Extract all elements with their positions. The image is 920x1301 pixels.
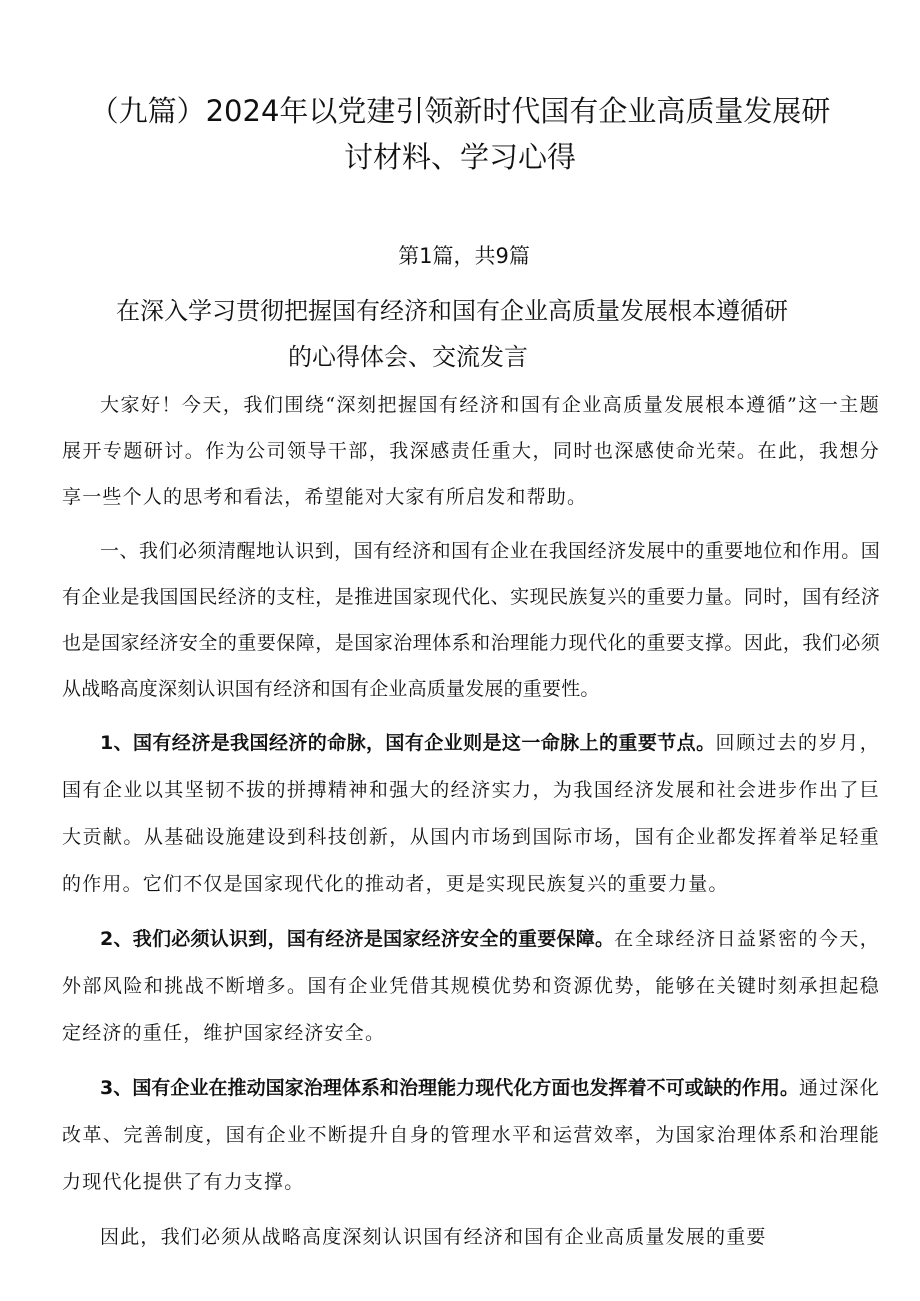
- point-2-text: 在全球经济日益紧密的今天，外部风险和挑战不断增多。国有企业凭借其规模优势和资源优势，能够在关键时刻承担起稳定经济的重任，维护国家经济安全。: [62, 928, 880, 1044]
- point-3-text: 通过深化改革、完善制度，国有企业不断提升自身的管理水平和运营效率，为国家治理体系和治理能力现代化提供了有力支撑。: [62, 1077, 880, 1193]
- paragraph-section-one: 一、我们必须清醒地认识到，国有经济和国有企业在我国经济发展中的重要地位和作用。国有企业是我国国民经济的支柱，是推进国家现代化、实现民族复兴的重要力量。同时，国有经济也是国家经济安全的重要保障，是国家治理体系和治理能力现代化的重要支撑。因此，我们必须从战略高度深刻认识国有经济和国有企业高质量发展的重要性。: [62, 540, 880, 700]
- section-label: 第1篇，共9篇: [398, 244, 530, 268]
- point-2-lead: 2、我们必须认识到，国有经济是国家经济安全的重要保障。: [100, 928, 615, 950]
- article-body: [62, 382, 880, 1268]
- article-title-line-2: 的心得体会、交流发言: [288, 343, 528, 371]
- point-3-lead: 3、国有企业在推动国家治理体系和治理能力现代化方面也发挥着不可或缺的作用。: [100, 1077, 800, 1099]
- article-title: [116, 288, 856, 380]
- paragraph-point-2: [62, 916, 880, 1057]
- document-title: （九篇）2024年以党建引领新时代国有企业高质量发展研讨材料、学习心得: [89, 94, 831, 174]
- paragraph-point-3: [62, 1065, 880, 1206]
- paragraph-greeting: 大家好！今天，我们围绕“深刻把握国有经济和国有企业高质量发展根本遵循”这一主题展开专题研讨。作为公司领导干部，我深感责任重大，同时也深感使命光荣。在此，我想分享一些个人的思考和看法，希望能对大家有所启发和帮助。: [62, 394, 880, 508]
- point-1-lead: 1、国有经济是我国经济的命脉，国有企业则是这一命脉上的重要节点。: [100, 732, 716, 754]
- paragraph-conclusion: 因此，我们必须从战略高度深刻认识国有经济和国有企业高质量发展的重要: [100, 1226, 767, 1248]
- article-title-line-1: 在深入学习贯彻把握国有经济和国有企业高质量发展根本遵循研: [116, 297, 788, 325]
- paragraph-point-1: [62, 720, 880, 908]
- point-1-text: 回顾过去的岁月，国有企业以其坚韧不拔的拼搏精神和强大的经济实力，为我国经济发展和社会进步作出了巨大贡献。从基础设施建设到科技创新，从国内市场到国际市场，国有企业都发挥着举足轻重的作用。它们不仅是国家现代化的推动者，更是实现民族复兴的重要力量。: [62, 732, 880, 895]
